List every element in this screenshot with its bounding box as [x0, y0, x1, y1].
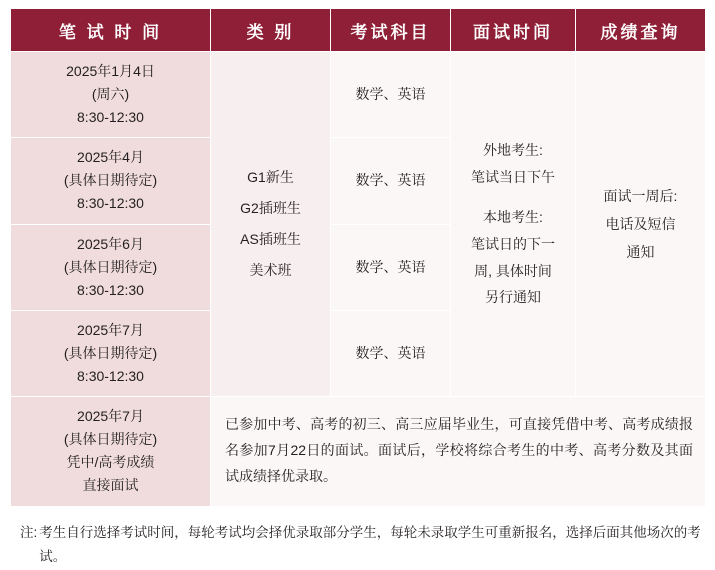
footnote-label: 注:	[20, 521, 39, 570]
interview-line: 笔试日的下一	[465, 231, 561, 258]
exam-time-line: 8:30-12:30	[17, 106, 204, 129]
header-result-query: 成绩查询	[576, 9, 706, 52]
header-interview-time: 面试时间	[451, 9, 576, 52]
exam-time-cell-4	[11, 310, 211, 396]
interview-line: 另行通知	[465, 284, 561, 311]
subject-cell-1	[331, 52, 451, 138]
category-line: AS插班生	[217, 224, 324, 255]
table-header-row	[11, 9, 706, 52]
category-cell	[211, 52, 331, 397]
result-line: 通知	[582, 238, 699, 266]
result-line: 电话及短信	[582, 210, 699, 238]
exam-time-cell-5	[11, 397, 211, 506]
subject-cell-3	[331, 224, 451, 310]
exam-time-line: 2025年7月	[17, 319, 204, 342]
table-row-last	[11, 397, 706, 506]
header-category: 类 别	[211, 9, 331, 52]
header-subject: 考试科目	[331, 9, 451, 52]
exam-time-line: 2025年6月	[17, 233, 204, 256]
exam-time-line: 8:30-12:30	[17, 192, 204, 215]
exam-time-line: 8:30-12:30	[17, 279, 204, 302]
footnote-text: 考生自行选择考试时间，每轮考试均会择优录取部分学生，每轮未录取学生可重新报名，选择后面其他场次的考试。	[39, 521, 705, 570]
exam-time-line: 直接面试	[17, 474, 204, 497]
last-row-description: 已参加中考、高考的初三、高三应届毕业生，可直接凭借中考、高考成绩报名参加7月22日的面试。面试后，学校将综合考生的中考、高考分数及其面试成绩择优录取。	[211, 402, 705, 500]
category-line: G1新生	[217, 162, 324, 193]
exam-time-cell-1	[11, 52, 211, 138]
exam-time-line: (具体日期待定)	[17, 256, 204, 279]
result-query-cell	[576, 52, 706, 397]
subject-text: 数学、英语	[337, 83, 444, 106]
last-row-description-cell	[211, 397, 706, 506]
interview-line: 本地考生:	[465, 204, 561, 231]
subject-text: 数学、英语	[337, 256, 444, 279]
subject-text: 数学、英语	[337, 342, 444, 365]
result-line: 面试一周后:	[582, 182, 699, 210]
subject-cell-2	[331, 138, 451, 224]
subject-text: 数学、英语	[337, 169, 444, 192]
category-line: G2插班生	[217, 193, 324, 224]
exam-time-line: (周六)	[17, 83, 204, 106]
subject-cell-4	[331, 310, 451, 396]
spacer	[465, 190, 561, 204]
interview-line: 外地考生:	[465, 137, 561, 164]
exam-time-line: (具体日期待定)	[17, 169, 204, 192]
exam-schedule-table	[10, 8, 706, 507]
exam-time-line: (具体日期待定)	[17, 428, 204, 451]
category-line: 美术班	[217, 255, 324, 286]
interview-time-cell	[451, 52, 576, 397]
interview-line: 周, 具体时间	[465, 258, 561, 285]
exam-time-line: 2025年1月4日	[17, 60, 204, 83]
exam-time-line: 2025年4月	[17, 146, 204, 169]
exam-time-line: 2025年7月	[17, 405, 204, 428]
table-row	[11, 52, 706, 138]
interview-line: 笔试当日下午	[465, 164, 561, 191]
exam-time-line: 凭中/高考成绩	[17, 451, 204, 474]
exam-time-cell-2	[11, 138, 211, 224]
exam-time-cell-3	[11, 224, 211, 310]
header-exam-time: 笔 试 时 间	[11, 9, 211, 52]
footnote	[10, 521, 705, 570]
exam-time-line: 8:30-12:30	[17, 365, 204, 388]
exam-time-line: (具体日期待定)	[17, 342, 204, 365]
